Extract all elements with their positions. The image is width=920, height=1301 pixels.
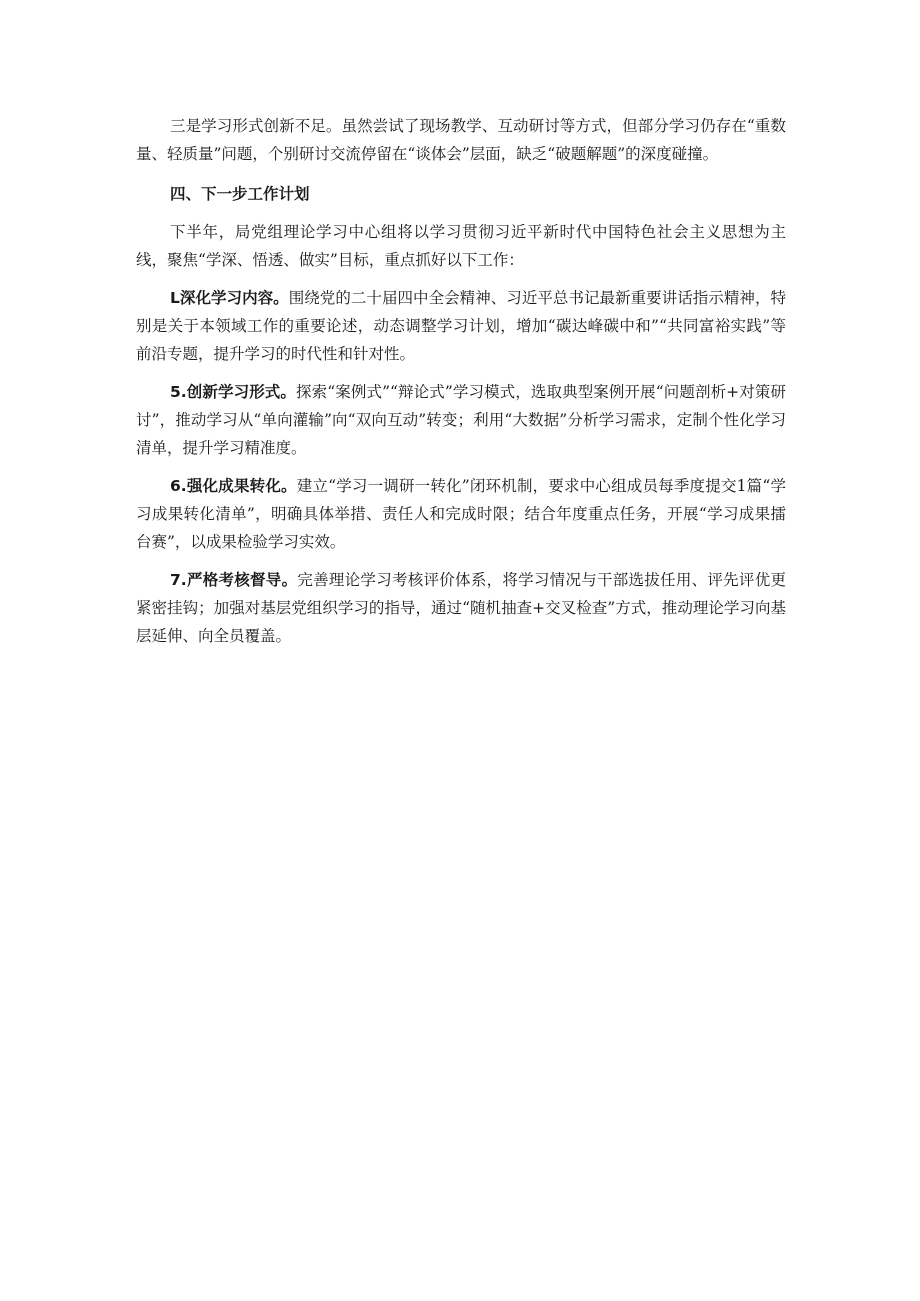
plan-item-body: 围绕党的二十届四中全会精神、习近平总书记最新重要讲话指示精神，特别是关于本领域工作的重要论述，动态调整学习计划，增加“碳达峰碳中和”“共同富裕实践”等前沿专题，提升学习的时代性和针对性。 [136, 289, 786, 363]
plan-item-lead: L深化学习内容。 [170, 289, 289, 307]
plan-item-body: 探索“案例式”“辩论式”学习模式，选取典型案例开展“问题剖析+对策研讨”，推动学习从“单向灌输”向“双向互动”转变；利用“大数据”分析学习需求，定制个性化学习清单，提升学习精准度。 [136, 383, 786, 457]
plan-item-deepen-content [136, 284, 786, 368]
plan-item-innovate-form [136, 378, 786, 462]
paragraph-plan-intro: 下半年，局党组理论学习中心组将以学习贯彻习近平新时代中国特色社会主义思想为主线，聚焦“学深、悟透、做实”目标，重点抓好以下工作： [136, 223, 786, 269]
plan-item-results-transform [136, 472, 786, 556]
plan-item-body: 完善理论学习考核评价体系，将学习情况与干部选拔任用、评先评优更紧密挂钩；加强对基层党组织学习的指导，通过“随机抽查+交叉检查”方式，推动理论学习向基层延伸、向全员覆盖。 [136, 571, 786, 645]
paragraph-form-innovation: 三是学习形式创新不足。虽然尝试了现场教学、互动研讨等方式，但部分学习仍存在“重数量、轻质量”问题，个别研讨交流停留在“谈体会”层面，缺乏“破题解题”的深度碰撞。 [136, 117, 786, 163]
plan-item-assessment [136, 566, 786, 650]
plan-item-lead: 5.创新学习形式。 [170, 383, 297, 401]
document-page [136, 112, 786, 650]
plan-item-body: 建立“学习一调研一转化”闭环机制，要求中心组成员每季度提交1篇“学习成果转化清单”，明确具体举措、责任人和完成时限；结合年度重点任务，开展“学习成果擂台赛”，以成果检验学习实效。 [136, 477, 786, 551]
plan-item-lead: 7.严格考核督导。 [170, 571, 298, 589]
section-heading-next-plan: 四、下一步工作计划 [170, 185, 310, 203]
plan-item-lead: 6.强化成果转化。 [170, 477, 297, 495]
